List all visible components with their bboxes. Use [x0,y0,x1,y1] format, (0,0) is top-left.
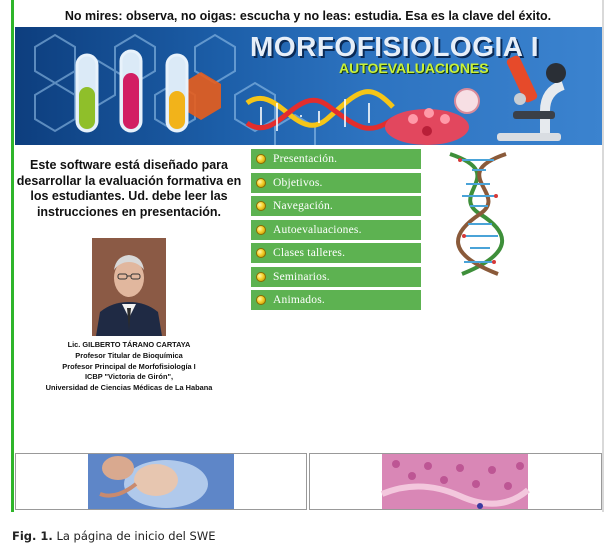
menu-item-navegacion[interactable] [251,196,421,216]
menu-item-label: Presentación. [273,153,338,165]
menu-item-objetivos[interactable] [251,173,421,193]
thumbnail-tissue[interactable] [309,453,602,510]
menu-item-label: Clases talleres. [273,247,346,259]
bullet-icon [256,248,266,258]
menu-item-seminarios[interactable] [251,267,421,287]
caption-text: La página de inicio del SWE [56,529,216,543]
cell-tissue-icon [385,108,469,145]
dna-helix-icon [440,150,518,278]
banner-subtitle: AUTOEVALUACIONES [339,60,489,76]
bullet-icon [256,154,266,164]
banner [15,27,602,145]
credit-line: Universidad de Ciencias Médicas de La Habana [45,383,213,393]
banner-title: MORFOFISIOLOGIA I [250,31,540,62]
author-photo [92,238,166,336]
menu-item-label: Seminarios. [273,270,330,283]
menu-item-label: Animados. [273,294,325,306]
bullet-icon [256,295,266,305]
credit-line: Profesor Titular de Bioquímica [75,350,183,360]
bullet-icon [256,272,266,282]
bullet-icon [256,201,266,211]
figure-caption [12,529,215,543]
author-credits [15,340,243,394]
menu-item-autoevaluaciones[interactable] [251,220,421,240]
menu-item-clases-talleres[interactable] [251,243,421,263]
motto-text: No mires: observa, no oigas: escucha y no leas: estudia. Esa es la clave del éxito. [64,9,552,23]
bullet-icon [256,178,266,188]
menu-item-label: Autoevaluaciones. [273,223,362,236]
intro-text: Este software está diseñado para desarrollar la evaluación formativa en los estudiantes. Ud. debe leer las instrucciones en presentación. [16,158,242,219]
credit-line: ICBP "Victoria de Girón", [84,372,174,382]
menu-item-label: Objetivos. [273,176,323,189]
microscope-icon [497,54,566,141]
menu-item-animados[interactable] [251,290,421,310]
test-tube-icon [167,55,187,131]
test-tube-icon [121,51,141,131]
main-menu [251,149,421,314]
caption-label: Fig. 1. [12,529,53,543]
cell-icon [455,89,479,113]
credit-line: Profesor Principal de Morfofisiología I [62,361,196,371]
credit-line: Lic. GILBERTO TÁRANO CARTAYA [67,340,191,349]
menu-item-presentacion[interactable] [251,149,421,169]
test-tube-icon [77,55,97,131]
frame-left-border [11,0,14,512]
menu-item-label: Navegación. [273,200,333,212]
thumbnail-embryo[interactable] [15,453,307,510]
frame-right-border [602,0,604,512]
bullet-icon [256,225,266,235]
